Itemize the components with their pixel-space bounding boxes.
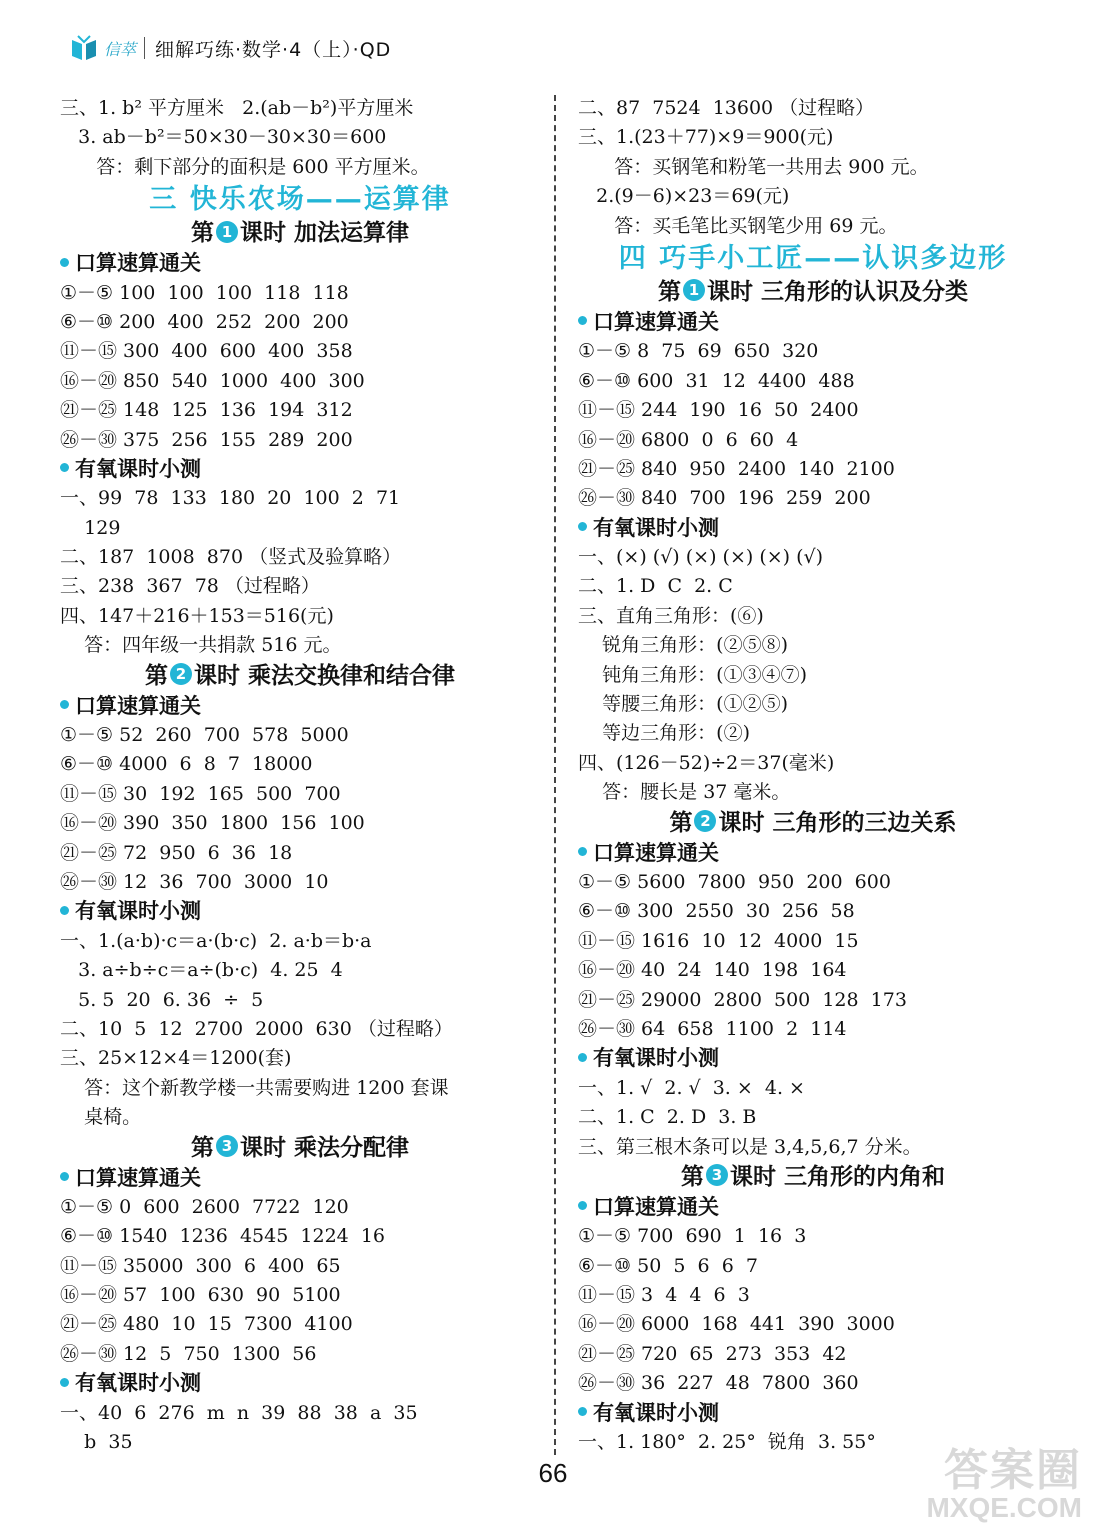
answer-line: ⑯－⑳ 40 24 140 198 164	[578, 959, 847, 982]
answer-line: 四、147＋216＋153＝516(元)	[60, 604, 334, 627]
answer-line: 129	[60, 516, 121, 539]
header-separator	[144, 37, 145, 59]
lesson-number-badge: 3	[706, 1164, 728, 1186]
book-logo-icon	[70, 34, 98, 62]
answer-line: 答：剩下部分的面积是 600 平方厘米。	[60, 155, 430, 178]
answer-line: 三、238 367 78 （过程略）	[60, 575, 320, 598]
answer-line: 等边三角形：(②)	[578, 722, 750, 745]
answer-line: ⑪－⑮ 30 192 165 500 700	[60, 782, 341, 805]
section-heading-text: 有氧课时小测	[593, 1046, 719, 1071]
answer-line: ⑯－⑳ 6000 168 441 390 3000	[578, 1313, 895, 1336]
answer-line: 答：腰长是 37 毫米。	[578, 781, 791, 804]
answer-line: ㉖－㉚ 12 5 750 1300 56	[60, 1342, 317, 1365]
chapter-title: 三 快乐农场——运算律	[149, 184, 451, 216]
section-heading-text: 口算速算通关	[75, 251, 201, 276]
section-heading-text: 有氧课时小测	[75, 456, 201, 481]
lesson-name: 课时 三角形的认识及分类	[706, 278, 968, 305]
answer-line: 答：四年级一共捐款 516 元。	[60, 634, 342, 657]
answer-line: ①－⑤ 5600 7800 950 200 600	[578, 870, 891, 893]
lesson-number-badge: 1	[683, 279, 705, 301]
answer-line: 一、1. 180° 2. 25° 锐角 3. 55°	[578, 1431, 876, 1454]
section-heading-text: 口算速算通关	[593, 840, 719, 865]
section-heading	[60, 1369, 540, 1398]
answer-line: 三、第三根木条可以是 3,4,5,6,7 分米。	[578, 1135, 922, 1158]
lesson-title	[60, 661, 540, 692]
section-heading-text: 有氧课时小测	[593, 1400, 719, 1425]
section-heading-text: 口算速算通关	[75, 693, 201, 718]
lesson-title	[60, 1133, 540, 1164]
answer-line: 三、25×12×4＝1200(套)	[60, 1047, 292, 1070]
answer-line: ⑯－⑳ 6800 0 6 60 4	[578, 428, 799, 451]
answer-line: ⑪－⑮ 3 4 4 6 3	[578, 1284, 750, 1307]
section-heading	[578, 1399, 1048, 1428]
answer-line: ㉑－㉕ 29000 2800 500 128 173	[578, 988, 907, 1011]
answer-line: 2.(9－6)×23＝69(元)	[578, 185, 790, 208]
lesson-number-badge: 3	[216, 1135, 238, 1157]
answer-line: ㉖－㉚ 375 256 155 289 200	[60, 428, 353, 451]
answer-line: ㉑－㉕ 148 125 136 194 312	[60, 399, 353, 422]
answer-line: 二、187 1008 870 （竖式及验算略）	[60, 546, 402, 569]
answer-line: ㉑－㉕ 840 950 2400 140 2100	[578, 457, 895, 480]
section-heading	[578, 1044, 1048, 1073]
section-heading	[578, 839, 1048, 868]
watermark-url: MXQE.COM	[926, 1492, 1082, 1523]
answer-line: ⑯－⑳ 390 350 1800 156 100	[60, 812, 365, 835]
answer-line: 答：买毛笔比买钢笔少用 69 元。	[578, 214, 898, 237]
lesson-prefix: 第	[680, 1163, 704, 1190]
answer-line: 一、99 78 133 180 20 100 2 71	[60, 487, 401, 510]
bullet-icon	[60, 258, 69, 267]
chapter-title: 四 巧手小工匠——认识多边形	[618, 242, 1008, 274]
answer-line: 一、1. √ 2. √ 3. × 4. ×	[578, 1076, 805, 1099]
section-heading-text: 口算速算通关	[75, 1165, 201, 1190]
answer-line: 二、1. C 2. D 3. B	[578, 1106, 757, 1129]
column-divider	[554, 95, 556, 1455]
page-number: 66	[538, 1458, 568, 1488]
lesson-name: 课时 加法运算律	[239, 220, 409, 247]
section-heading-text: 有氧课时小测	[75, 899, 201, 924]
answer-line: ⑥－⑩ 200 400 252 200 200	[60, 310, 349, 333]
section-heading	[60, 897, 540, 926]
lesson-name: 课时 三角形的三边关系	[718, 809, 957, 836]
bullet-icon	[578, 847, 587, 856]
answer-line: 3. ab－b²＝50×30－30×30＝600	[60, 126, 387, 149]
answer-line: ㉑－㉕ 720 65 273 353 42	[578, 1342, 847, 1365]
lesson-title	[578, 277, 1048, 308]
answer-line: ①－⑤ 8 75 69 650 320	[578, 340, 819, 363]
bullet-icon	[60, 906, 69, 915]
section-heading	[578, 308, 1048, 337]
bullet-icon	[578, 1407, 587, 1416]
answer-line: 三、1.(23＋77)×9＝900(元)	[578, 126, 834, 149]
answer-line: b 35	[60, 1431, 133, 1454]
section-heading	[60, 249, 540, 278]
lesson-name: 课时 三角形的内角和	[729, 1163, 945, 1190]
section-heading-text: 口算速算通关	[593, 1194, 719, 1219]
watermark	[922, 1434, 1082, 1524]
lesson-name: 课时 乘法交换律和结合律	[193, 662, 455, 689]
brand-name: 信萃	[104, 39, 137, 59]
answer-line: 一、40 6 276 m n 39 88 38 a 35	[60, 1401, 418, 1424]
book-title: 细解巧练·数学·4（上）·QD	[155, 38, 392, 61]
lesson-title	[578, 1162, 1048, 1193]
answer-line: ①－⑤ 100 100 100 118 118	[60, 281, 349, 304]
lesson-number-badge: 1	[216, 221, 238, 243]
bullet-icon	[578, 316, 587, 325]
answer-line: ㉑－㉕ 72 950 6 36 18	[60, 841, 293, 864]
answer-line: ⑯－⑳ 850 540 1000 400 300	[60, 369, 365, 392]
bullet-icon	[60, 1378, 69, 1387]
answer-line: 一、1.(a·b)·c＝a·(b·c) 2. a·b＝b·a	[60, 929, 372, 952]
lesson-prefix: 第	[669, 809, 693, 836]
answer-line: ⑪－⑮ 1616 10 12 4000 15	[578, 929, 859, 952]
answer-line: 3. a÷b÷c＝a÷(b·c) 4. 25 4	[60, 959, 343, 982]
bullet-icon	[60, 700, 69, 709]
answer-line: 等腰三角形：(①②⑤)	[578, 693, 788, 716]
bullet-icon	[578, 1053, 587, 1062]
answer-line: ⑥－⑩ 600 31 12 4400 488	[578, 369, 855, 392]
answer-line: 答：这个新教学楼一共需要购进 1200 套课	[60, 1076, 449, 1099]
answer-line: ㉑－㉕ 480 10 15 7300 4100	[60, 1313, 353, 1336]
answer-line: ㉖－㉚ 840 700 196 259 200	[578, 487, 871, 510]
answer-line: ⑥－⑩ 1540 1236 4545 1224 16	[60, 1225, 386, 1248]
answer-line: 二、87 7524 13600 （过程略）	[578, 97, 875, 119]
lesson-name: 课时 乘法分配律	[239, 1134, 409, 1161]
answer-line: ①－⑤ 700 690 1 16 3	[578, 1225, 807, 1248]
answer-line: 桌椅。	[60, 1106, 142, 1129]
left-column	[60, 94, 540, 1457]
lesson-prefix: 第	[190, 220, 214, 247]
answer-line: ㉖－㉚ 64 658 1100 2 114	[578, 1017, 847, 1040]
answer-line: ①－⑤ 52 260 700 578 5000	[60, 724, 349, 747]
bullet-icon	[60, 1172, 69, 1181]
section-heading	[60, 1164, 540, 1193]
lesson-number-badge: 2	[170, 663, 192, 685]
lesson-number-badge: 2	[694, 810, 716, 832]
lesson-title	[60, 218, 540, 249]
page-header	[70, 30, 391, 66]
watermark-text: 答案圈	[944, 1446, 1082, 1495]
answer-line: ①－⑤ 0 600 2600 7722 120	[60, 1195, 349, 1218]
answer-line: ⑯－⑳ 57 100 630 90 5100	[60, 1284, 341, 1307]
lesson-prefix: 第	[144, 662, 168, 689]
bullet-icon	[578, 1201, 587, 1210]
answer-line: 四、(126－52)÷2＝37(毫米)	[578, 751, 835, 774]
answer-line: 二、1. D C 2. C	[578, 575, 733, 598]
answer-line: 二、10 5 12 2700 2000 630 （过程略）	[60, 1017, 453, 1040]
answer-line: ⑪－⑮ 244 190 16 50 2400	[578, 399, 859, 422]
answer-line: ⑥－⑩ 300 2550 30 256 58	[578, 900, 855, 923]
bullet-icon	[60, 463, 69, 472]
section-heading	[578, 514, 1048, 543]
lesson-prefix: 第	[190, 1134, 214, 1161]
answer-line: ⑥－⑩ 50 5 6 6 7	[578, 1254, 758, 1277]
answer-line: ⑥－⑩ 4000 6 8 7 18000	[60, 753, 313, 776]
section-heading-text: 有氧课时小测	[593, 515, 719, 540]
answer-line: 一、(×) (√) (×) (×) (×) (√)	[578, 546, 824, 569]
lesson-prefix: 第	[657, 278, 681, 305]
section-heading	[578, 1193, 1048, 1222]
answer-line: 5. 5 20 6. 36 ÷ 5	[60, 988, 264, 1011]
bullet-icon	[578, 522, 587, 531]
right-column	[578, 94, 1048, 1457]
section-heading	[60, 455, 540, 484]
section-heading-text: 有氧课时小测	[75, 1371, 201, 1396]
lesson-title	[578, 808, 1048, 839]
answer-line: 钝角三角形：(①③④⑦)	[578, 663, 807, 686]
section-heading	[60, 692, 540, 721]
answer-line: 答：买钢笔和粉笔一共用去 900 元。	[578, 155, 929, 178]
answer-line: ⑪－⑮ 300 400 600 400 358	[60, 340, 353, 363]
answer-line: ㉖－㉚ 12 36 700 3000 10	[60, 870, 329, 893]
answer-line: 锐角三角形：(②⑤⑧)	[578, 634, 788, 657]
answer-line: 三、直角三角形：(⑥)	[578, 604, 764, 627]
answer-line: ⑪－⑮ 35000 300 6 400 65	[60, 1254, 341, 1277]
answer-line: 三、1. b² 平方厘米 2.(ab－b²)平方厘米	[60, 97, 414, 119]
section-heading-text: 口算速算通关	[593, 309, 719, 334]
answer-line: ㉖－㉚ 36 227 48 7800 360	[578, 1372, 859, 1395]
